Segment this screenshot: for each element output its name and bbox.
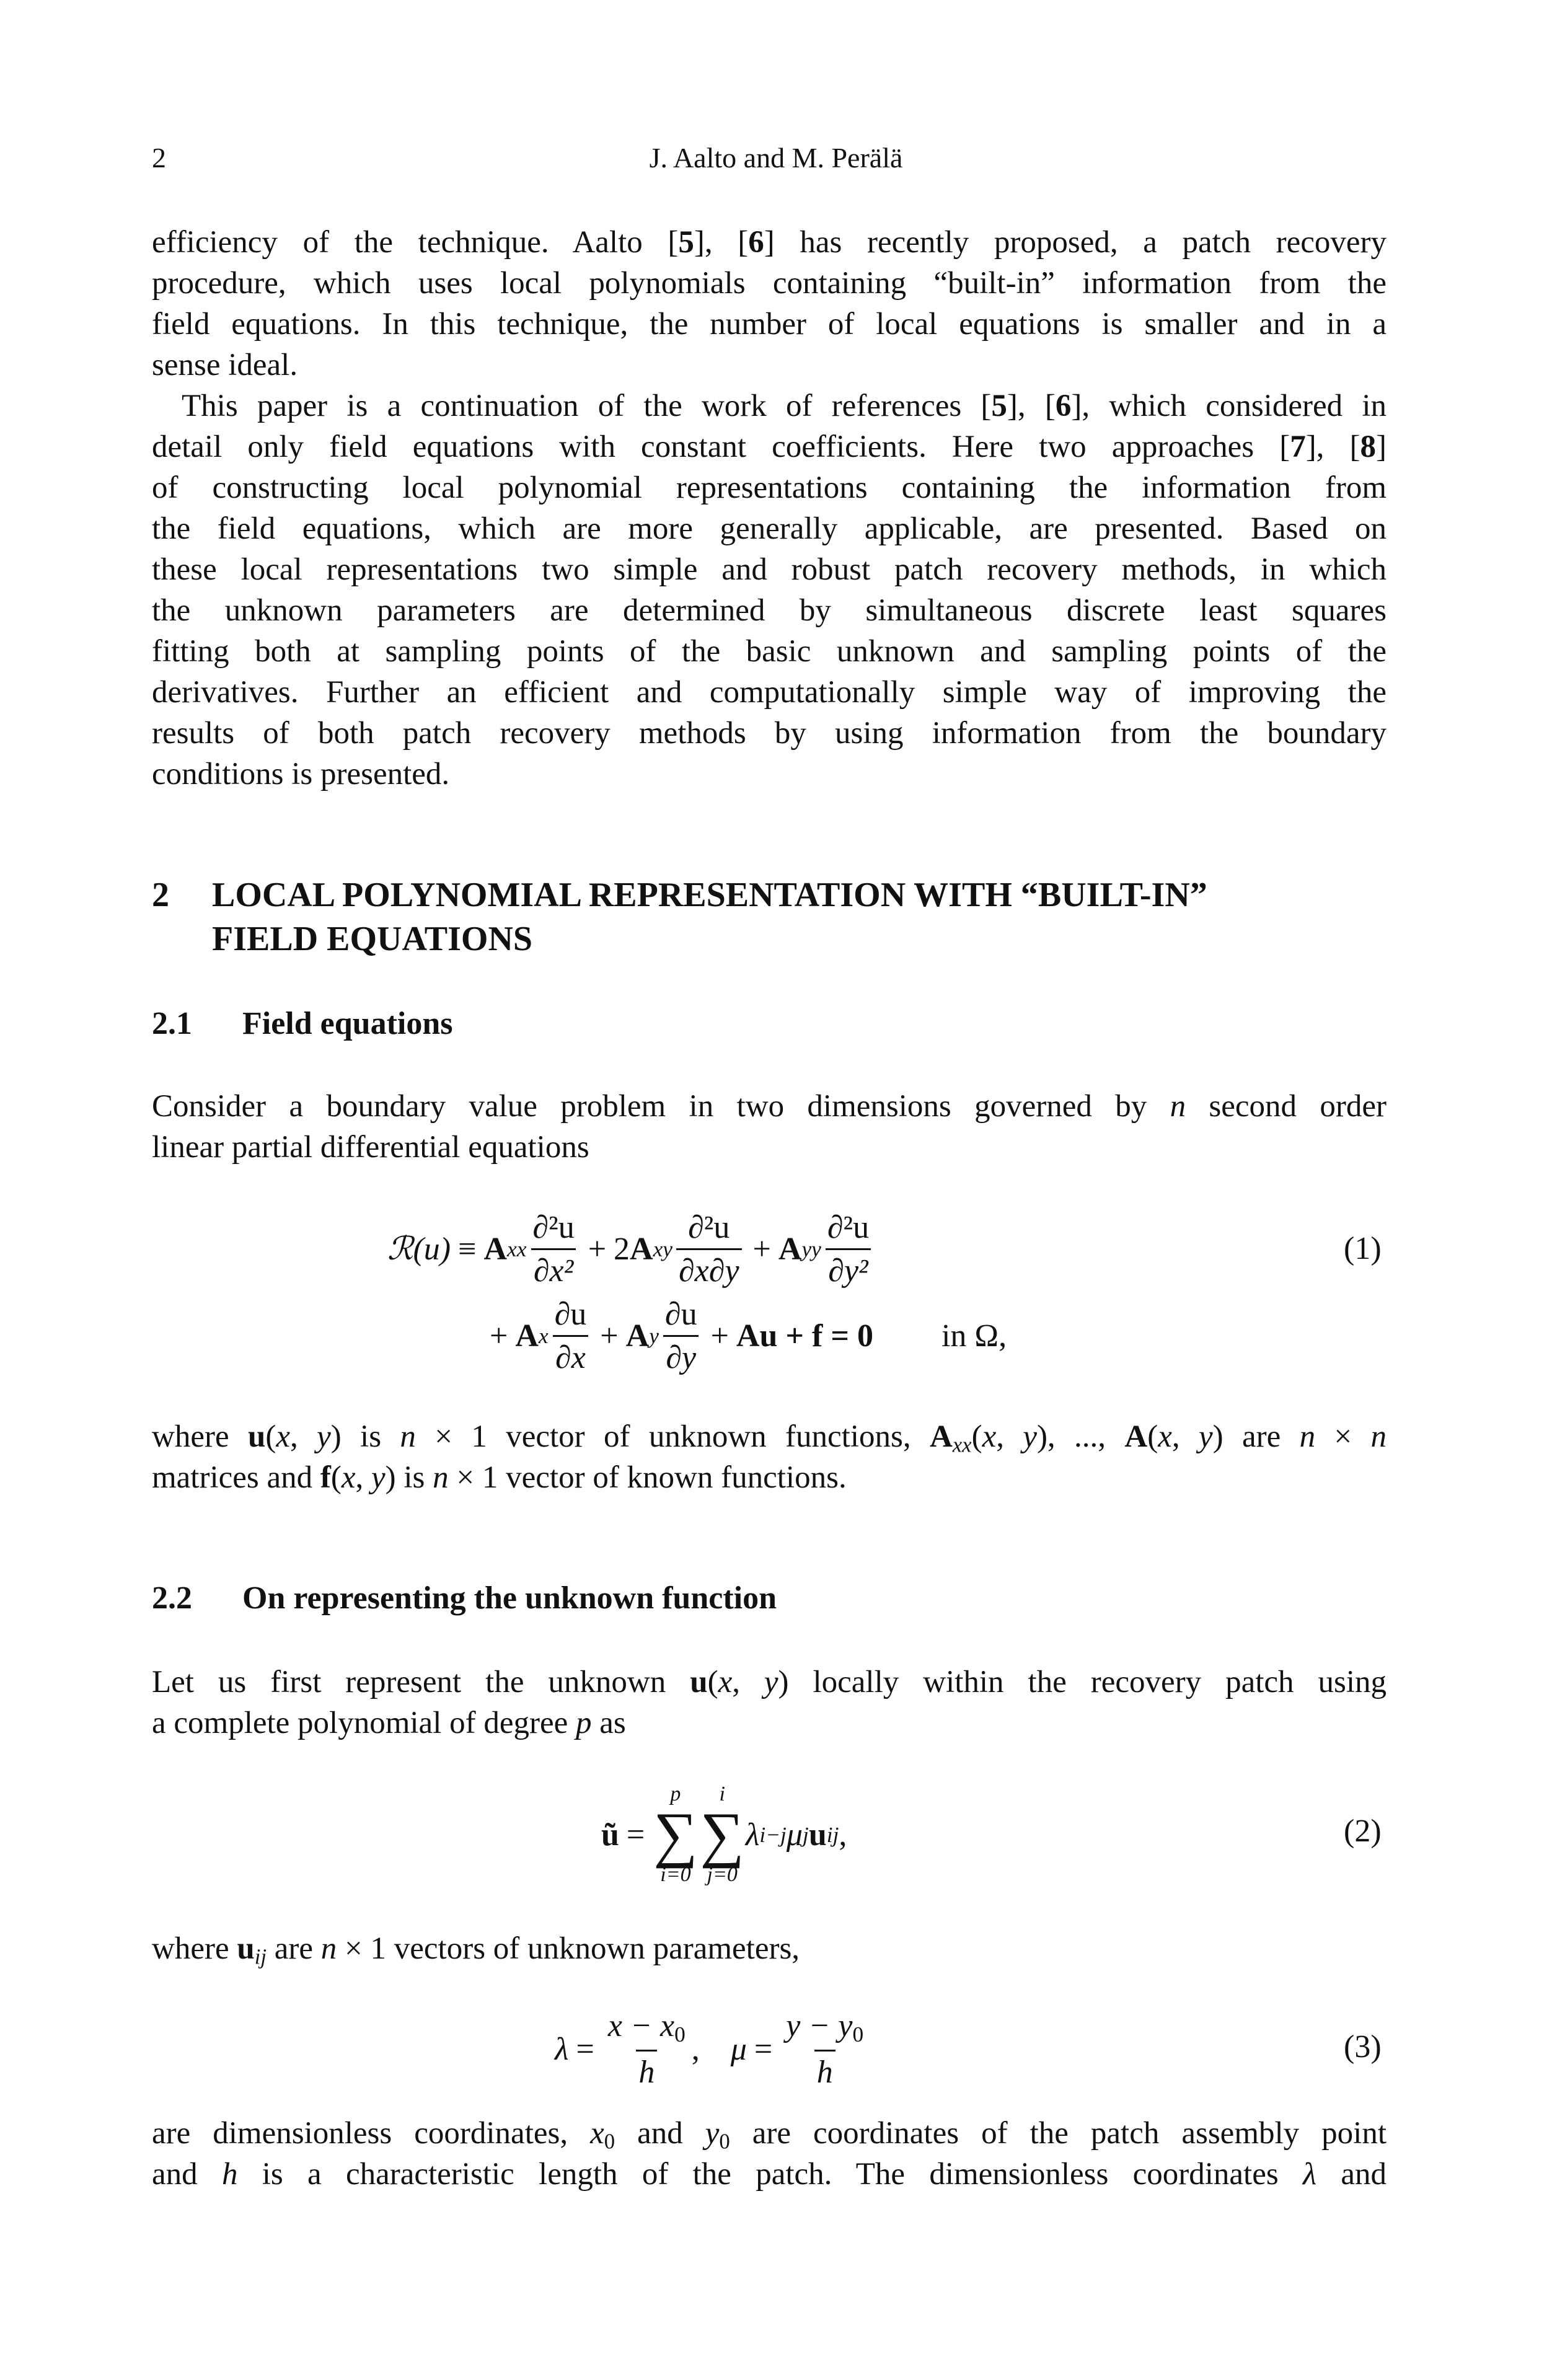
- text-segment: ij: [254, 1944, 267, 1969]
- denominator: ∂y²: [826, 1248, 870, 1289]
- text-line: [152, 713, 1387, 754]
- text-segment: are: [267, 1931, 321, 1966]
- text-segment: A: [929, 1419, 953, 1454]
- text-segment: derivatives. Further an efficient and computationally simple way of improving the: [152, 675, 1387, 710]
- text-segment: 7: [1290, 430, 1306, 464]
- text-segment: 5: [678, 225, 694, 260]
- text-segment: where: [152, 1931, 237, 1966]
- plus-sign: +: [600, 1318, 619, 1354]
- text-segment: field equations. In this technique, the number of local equations is smaller and in a: [152, 307, 1387, 342]
- u-tilde: ũ: [601, 1817, 619, 1853]
- numerator: ∂u: [554, 1296, 587, 1332]
- lower-limit: i=0: [660, 1863, 691, 1886]
- text-segment: a complete polynomial of degree: [152, 1706, 576, 1740]
- text-line: [152, 386, 1387, 426]
- text-segment: x: [276, 1419, 290, 1454]
- text-line: [152, 304, 1387, 345]
- text-segment: linear partial differential equations: [152, 1130, 589, 1165]
- text-segment: (: [265, 1419, 276, 1454]
- equation-3: [555, 2006, 870, 2092]
- text-segment: x: [341, 1460, 356, 1495]
- text-segment: where: [152, 1419, 248, 1454]
- fraction: [552, 1296, 589, 1376]
- text-segment: (: [1147, 1419, 1158, 1454]
- text-segment: procedure, which uses local polynomials containing “built-in” information from the: [152, 266, 1387, 301]
- equation-number-3: (3): [1344, 2029, 1382, 2065]
- domain-label: in Ω,: [941, 1318, 1007, 1354]
- text-segment: matrices and: [152, 1460, 320, 1495]
- upper-limit: i: [719, 1783, 725, 1805]
- numerator: ∂²u: [688, 1209, 730, 1245]
- text-line: [152, 263, 1387, 304]
- text-segment: of constructing local polynomial representations containing the information from: [152, 470, 1387, 505]
- numerator-text: x − x: [607, 2008, 675, 2044]
- page-number: 2: [152, 142, 166, 174]
- numerator: ∂²u: [827, 1209, 870, 1245]
- text-segment: h: [221, 2157, 238, 2192]
- numerator: ∂²u: [532, 1209, 575, 1245]
- subscript: 0: [674, 2021, 686, 2047]
- text-segment: A: [1124, 1419, 1148, 1454]
- fraction: [530, 1209, 576, 1289]
- plus-sign: +: [752, 1231, 771, 1267]
- text-segment: ), ...,: [1036, 1419, 1125, 1454]
- plus-sign: +: [490, 1318, 508, 1354]
- equals-sign: =: [576, 2031, 594, 2067]
- final-paragraph: [152, 2113, 1387, 2195]
- denominator: ∂y: [663, 1335, 699, 1376]
- text-segment: these local representations two simple and robust patch recovery methods, in which: [152, 552, 1387, 587]
- subscript: yy: [801, 1236, 821, 1261]
- equation-number-1: (1): [1344, 1231, 1382, 1266]
- text-segment: n: [433, 1460, 449, 1495]
- fraction: [676, 1209, 742, 1289]
- text-segment: ], [: [694, 225, 749, 260]
- text-segment: n: [320, 1931, 337, 1966]
- text-line: [152, 1457, 1387, 1498]
- comma: ,: [691, 2031, 700, 2067]
- text-segment: y: [1198, 1419, 1213, 1454]
- text-segment: λ: [1302, 2157, 1317, 2192]
- numerator: [606, 2008, 688, 2050]
- comma: ,: [839, 1817, 847, 1853]
- numerator: ∂u: [664, 1296, 697, 1332]
- text-segment: are dimensionless coordinates,: [152, 2116, 591, 2151]
- text-line: [152, 1662, 1387, 1703]
- text-segment: fitting both at sampling points of the basic unknown and sampling points of the: [152, 634, 1387, 669]
- text-line: [152, 754, 1387, 795]
- subscript: x: [538, 1323, 549, 1348]
- equiv-sign: ≡: [458, 1231, 477, 1267]
- text-segment: y: [371, 1460, 386, 1495]
- equation-2: [601, 1779, 847, 1890]
- sum-j: [700, 1782, 744, 1887]
- text-segment: ], [: [1305, 430, 1360, 464]
- text-segment: f: [320, 1460, 331, 1495]
- text-line: [152, 1928, 1387, 1969]
- text-line: [152, 1086, 1387, 1127]
- text-segment: ,: [289, 1419, 317, 1454]
- text-segment: n: [1370, 1419, 1387, 1454]
- text-segment: p: [576, 1706, 592, 1740]
- text-line: [152, 2113, 1387, 2154]
- text-segment: second order: [1186, 1089, 1387, 1124]
- text-line: [152, 426, 1387, 467]
- text-segment: is a characteristic length of the patch. The dimensionless coordinates: [237, 2157, 1303, 2192]
- text-segment: u: [247, 1419, 266, 1454]
- intro-paragraphs: [152, 222, 1387, 795]
- text-line: [152, 467, 1387, 508]
- denominator: ∂x: [553, 1335, 588, 1376]
- running-header: J. Aalto and M. Perälä: [649, 142, 903, 174]
- text-line: [152, 345, 1387, 386]
- equation-number-2: (2): [1344, 1814, 1382, 1849]
- text-segment: ,: [732, 1665, 764, 1699]
- text-segment: ] has recently proposed, a patch recovery: [764, 225, 1387, 260]
- fraction: [783, 2008, 866, 2091]
- text-line: [152, 1416, 1387, 1457]
- section-title-line2: FIELD EQUATIONS: [212, 920, 533, 958]
- text-segment: detail only field equations with constant coefficients. Here two approaches [: [152, 430, 1290, 464]
- denominator: ∂x²: [531, 1248, 576, 1289]
- text-segment: ) is: [330, 1419, 400, 1454]
- lambda: λ: [745, 1817, 760, 1853]
- matrix-a: A: [483, 1231, 508, 1267]
- text-segment: x: [982, 1419, 997, 1454]
- denominator: h: [636, 2050, 657, 2091]
- residual-operator: ℛ(u): [387, 1232, 451, 1267]
- text-segment: y: [764, 1665, 778, 1699]
- text-line: [152, 631, 1387, 672]
- matrix-a: A: [630, 1231, 653, 1267]
- text-segment: as: [591, 1706, 626, 1740]
- u-vector: u: [808, 1817, 827, 1853]
- text-segment: 6: [1055, 389, 1072, 423]
- text-segment: 0: [719, 2129, 730, 2154]
- text-segment: the unknown parameters are determined by simultaneous discrete least squares: [152, 593, 1387, 628]
- text-segment: ) is: [385, 1460, 433, 1495]
- text-segment: x: [718, 1665, 733, 1699]
- text-segment: (: [330, 1460, 342, 1495]
- text-line: [152, 508, 1387, 549]
- text-segment: (: [971, 1419, 982, 1454]
- text-segment: x: [1158, 1419, 1172, 1454]
- text-segment: This paper is a continuation of the work of references [: [182, 389, 992, 423]
- matrix-a: A: [778, 1231, 802, 1267]
- where-paragraph-2: [152, 1928, 1387, 1969]
- subsection-number: 2.2: [152, 1580, 192, 1616]
- let-us-paragraph: [152, 1662, 1387, 1743]
- coefficient: 2: [614, 1231, 630, 1267]
- text-segment: ,: [355, 1460, 371, 1495]
- text-segment: ,: [1171, 1419, 1199, 1454]
- text-segment: ) are: [1212, 1419, 1300, 1454]
- text-segment: × 1 vector of known functions.: [448, 1460, 847, 1495]
- lower-limit: j=0: [707, 1863, 738, 1886]
- equals-sign: =: [626, 1817, 645, 1853]
- text-segment: 8: [1360, 430, 1377, 464]
- subsection-number: 2.1: [152, 1006, 192, 1041]
- text-segment: ×: [1315, 1419, 1371, 1454]
- subsection-title: On representing the unknown function: [242, 1580, 777, 1616]
- subscript: xy: [653, 1236, 672, 1261]
- subscript: xx: [507, 1236, 527, 1261]
- text-segment: x: [590, 2116, 604, 2151]
- section-title-line1: LOCAL POLYNOMIAL REPRESENTATION WITH “BUILT-IN”: [212, 876, 1207, 914]
- upper-limit: p: [670, 1783, 681, 1805]
- subsection-title: Field equations: [242, 1006, 453, 1041]
- text-segment: and: [152, 2157, 222, 2192]
- subscript: 0: [852, 2021, 864, 2047]
- section-number: 2: [152, 876, 169, 914]
- numerator-text: y − y: [786, 2008, 853, 2044]
- text-segment: u: [690, 1665, 708, 1699]
- text-segment: the field equations, which are more generally applicable, are presented. Based on: [152, 511, 1387, 546]
- mu: μ: [730, 2031, 747, 2067]
- consider-paragraph: [152, 1086, 1387, 1168]
- text-segment: n: [1299, 1419, 1316, 1454]
- subscript: ij: [826, 1822, 839, 1847]
- text-segment: y: [317, 1419, 331, 1454]
- numerator: [783, 2008, 866, 2050]
- text-line: [152, 590, 1387, 631]
- exponent: j: [803, 1822, 809, 1847]
- fraction: [663, 1296, 700, 1376]
- text-segment: 5: [991, 389, 1007, 423]
- text-segment: n: [400, 1419, 416, 1454]
- text-segment: × 1 vector of unknown functions,: [415, 1419, 930, 1454]
- where-paragraph-1: [152, 1416, 1387, 1498]
- mu: μ: [786, 1817, 803, 1853]
- text-segment: ], [: [1007, 389, 1056, 423]
- text-segment: ,: [996, 1419, 1023, 1454]
- text-segment: and: [615, 2116, 705, 2151]
- text-segment: Consider a boundary value problem in two dimensions governed by: [152, 1089, 1170, 1124]
- equation-tail: Au + f = 0: [736, 1318, 873, 1354]
- text-segment: (: [707, 1665, 718, 1699]
- equals-sign: =: [754, 2031, 773, 2067]
- sum-i: [653, 1782, 697, 1887]
- text-segment: y: [705, 2116, 720, 2151]
- text-segment: ], which considered in: [1071, 389, 1387, 423]
- text-line: [152, 1703, 1387, 1743]
- subscript: y: [649, 1323, 659, 1348]
- text-segment: × 1 vectors of unknown parameters,: [337, 1931, 800, 1966]
- denominator: ∂x∂y: [676, 1248, 742, 1289]
- text-segment: 0: [604, 2129, 615, 2154]
- text-segment: u: [237, 1931, 255, 1966]
- plus-sign: +: [588, 1231, 607, 1267]
- text-segment: are coordinates of the patch assembly point: [730, 2116, 1387, 2151]
- text-segment: efficiency of the technique. Aalto [: [152, 225, 679, 260]
- text-segment: n: [1170, 1089, 1186, 1124]
- plus-sign: +: [710, 1318, 729, 1354]
- text-line: [152, 672, 1387, 713]
- matrix-a: A: [515, 1318, 539, 1354]
- text-segment: xx: [952, 1432, 972, 1457]
- text-segment: sense ideal.: [152, 348, 298, 382]
- equation-1-line2: [490, 1283, 1007, 1388]
- sigma-icon: ∑: [700, 1800, 744, 1869]
- exponent: i−j: [759, 1822, 787, 1847]
- text-line: [152, 1127, 1387, 1168]
- text-segment: y: [1023, 1419, 1037, 1454]
- fraction: [825, 1209, 871, 1289]
- fraction: [606, 2008, 688, 2091]
- sigma-icon: ∑: [653, 1800, 698, 1869]
- text-line: [152, 222, 1387, 263]
- text-segment: 6: [748, 225, 764, 260]
- text-segment: results of both patch recovery methods by using information from the boundary: [152, 716, 1387, 751]
- text-line: [152, 549, 1387, 590]
- lambda: λ: [555, 2031, 569, 2067]
- text-segment: Let us first represent the unknown: [152, 1665, 690, 1699]
- matrix-a: A: [625, 1318, 650, 1354]
- text-segment: and: [1316, 2157, 1387, 2192]
- text-line: [152, 2154, 1387, 2195]
- text-segment: ]: [1376, 430, 1387, 464]
- text-segment: ) locally within the recovery patch using: [778, 1665, 1387, 1699]
- denominator: h: [814, 2050, 836, 2091]
- text-segment: conditions is presented.: [152, 757, 450, 791]
